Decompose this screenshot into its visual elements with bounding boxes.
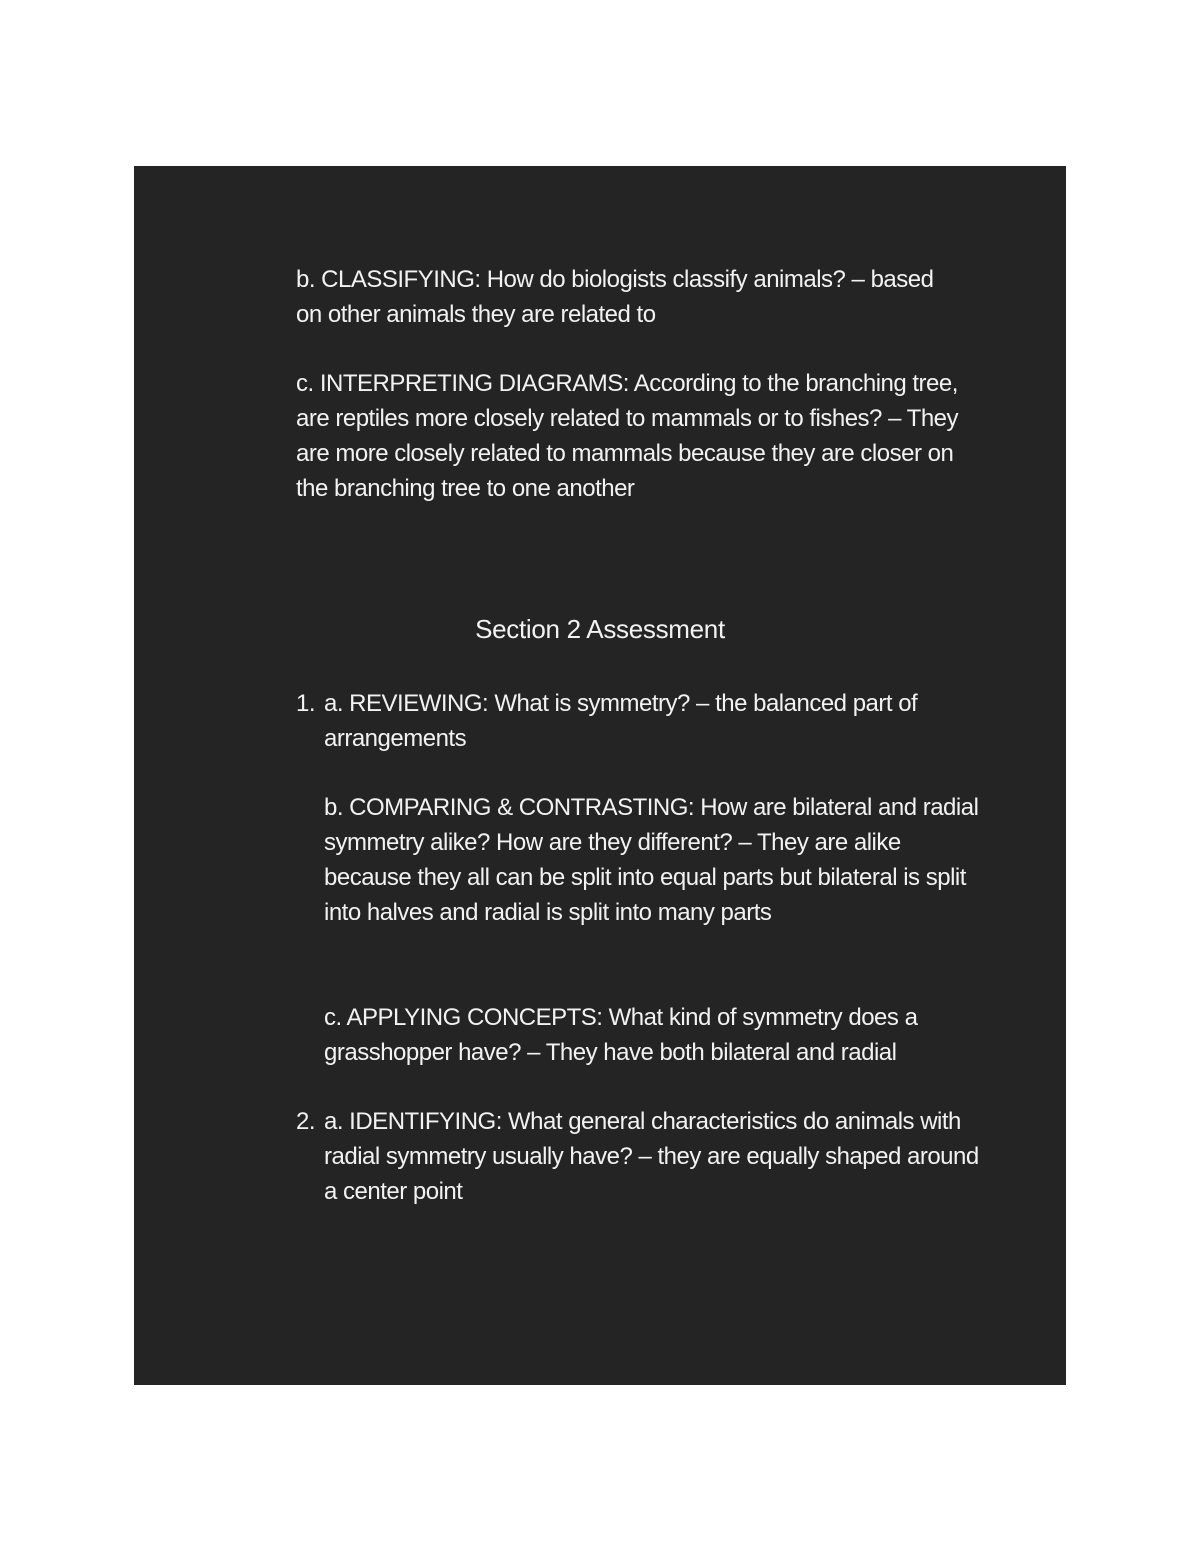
dark-text-panel	[134, 166, 1066, 1385]
interpreting-diagrams-answer: c. INTERPRETING DIAGRAMS: According to the branching tree, are reptiles more closely related to mammals or to fishes? – They are more closely related to mammals because they are closer on the branching tree to one another	[296, 370, 959, 502]
question-2-number: 2.	[296, 1108, 316, 1135]
question-1a-text: a. REVIEWING: What is symmetry? – the balanced part of arrangements	[324, 690, 918, 752]
question-1c: c. APPLYING CONCEPTS: What kind of symmetry does a grasshopper have? – They have both bilateral and radial	[324, 1004, 918, 1066]
section-title: Section 2 Assessment	[475, 614, 725, 644]
question-2a-text: a. IDENTIFYING: What general characteristics do animals with radial symmetry usually have? – they are equally shaped around a center point	[324, 1108, 979, 1205]
question-2a	[296, 1104, 996, 1209]
question-1a	[296, 686, 976, 756]
classifying-answer: b. CLASSIFYING: How do biologists classify animals? – based on other animals they are related to	[296, 266, 934, 328]
question-1-number: 1.	[296, 690, 316, 717]
question-1b: b. COMPARING & CONTRASTING: How are bilateral and radial symmetry alike? How are they different? – They are alike because they all can be split into equal parts but bilateral is split into halves and radial is split into many parts	[324, 794, 979, 926]
